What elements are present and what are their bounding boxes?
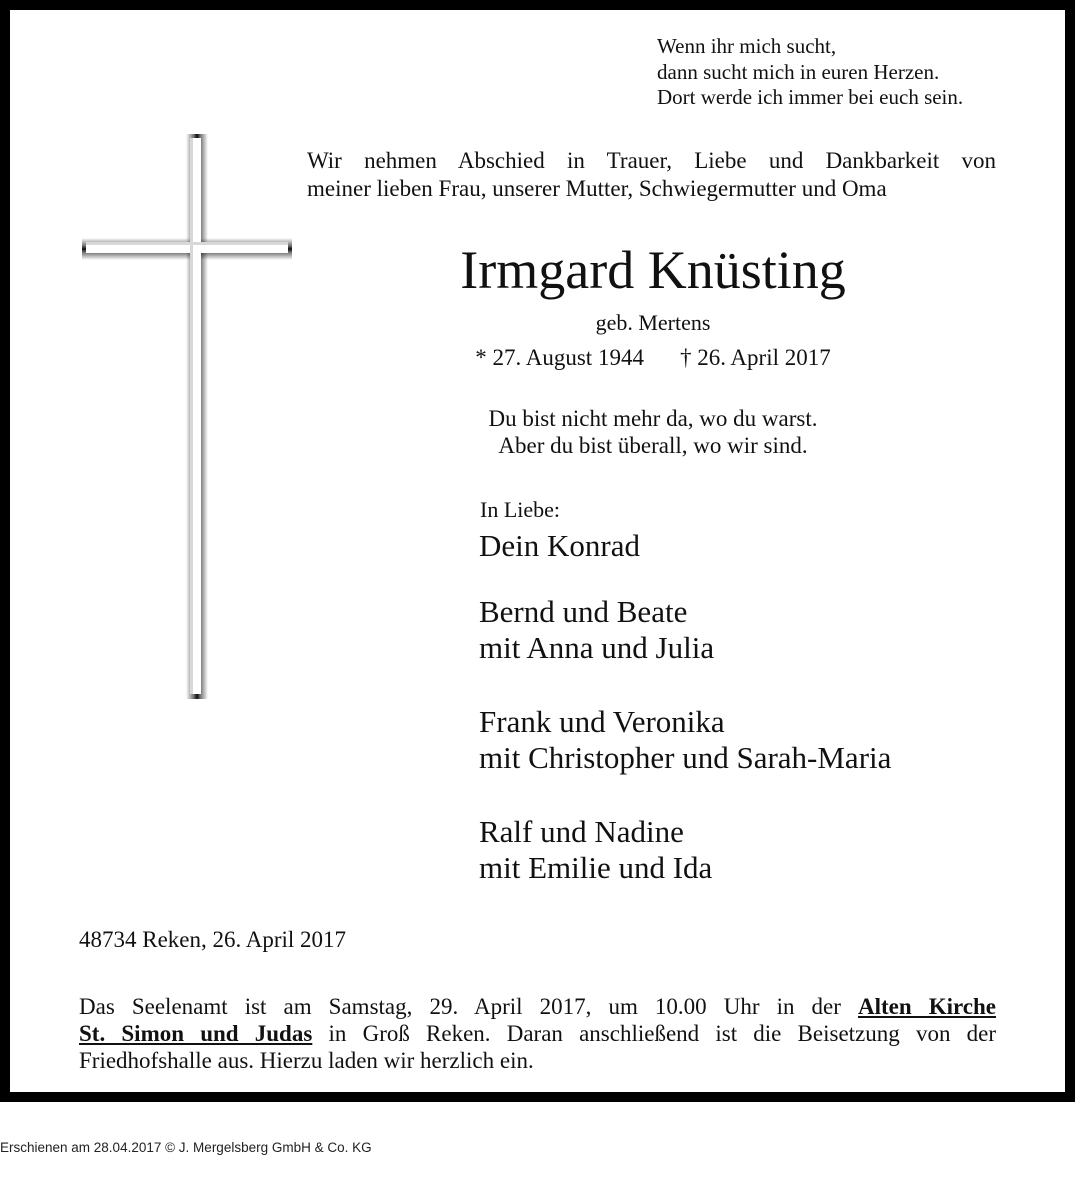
intro-line: meiner lieben Frau, unserer Mutter, Schwiegermutter und Oma xyxy=(307,176,887,201)
birth-date: * 27. August 1944 xyxy=(475,345,644,370)
intro-line: Wir nehmen Abschied in Trauer, Liebe und Dankbarkeit von xyxy=(307,148,996,173)
deceased-name: Irmgard Knüsting xyxy=(460,240,846,300)
death-date: † 26. April 2017 xyxy=(679,345,831,370)
mourner-line: mit Anna und Julia xyxy=(479,630,715,665)
place-date: 48734 Reken, 26. April 2017 xyxy=(79,927,347,952)
service-line: Friedhofshalle aus. Hierzu laden wir herzlich ein. xyxy=(79,1048,534,1073)
motto-line: Dort werde ich immer bei euch sein. xyxy=(657,85,964,109)
motto-line: dann sucht mich in euren Herzen. xyxy=(657,59,940,84)
mourner-line: mit Christopher und Sarah-Maria xyxy=(479,740,892,775)
cross-icon xyxy=(82,134,292,699)
church-name: Alten Kirche xyxy=(857,994,996,1019)
verse-line: Aber du bist überall, wo wir sind. xyxy=(498,433,808,458)
service-line: Das Seelenamt ist am Samstag, 29. April 2017, um 10.00 Uhr in der Alten Kirche xyxy=(79,994,996,1019)
motto-line: Wenn ihr mich sucht, xyxy=(657,34,837,58)
mourner-line: Dein Konrad xyxy=(479,528,640,563)
mourner-group xyxy=(479,814,712,886)
motto-verse xyxy=(657,34,963,111)
mourners-label: In Liebe: xyxy=(480,497,561,522)
mourner-group xyxy=(479,594,714,666)
mourner-line: mit Emilie und Ida xyxy=(479,850,713,885)
verse-line: Du bist nicht mehr da, wo du warst. xyxy=(488,406,818,431)
mourner-line: Ralf und Nadine xyxy=(479,814,684,849)
intro-text xyxy=(307,147,996,203)
life-dates xyxy=(310,344,996,372)
mourner-line: Frank und Veronika xyxy=(479,704,725,739)
mourner-group xyxy=(479,704,891,776)
service-line: St. Simon und Judas in Groß Reken. Daran anschließend ist die Beisetzung von der xyxy=(79,1021,996,1046)
mourner-line: Bernd und Beate xyxy=(479,594,688,629)
maiden-name: geb. Mertens xyxy=(595,310,711,335)
church-name: St. Simon und Judas xyxy=(79,1021,313,1046)
memorial-verse xyxy=(310,405,996,459)
service-info xyxy=(79,993,996,1074)
mourner-group xyxy=(479,528,640,564)
publication-footer: Erschienen am 28.04.2017 © J. Mergelsberg GmbH & Co. KG xyxy=(0,1140,372,1155)
